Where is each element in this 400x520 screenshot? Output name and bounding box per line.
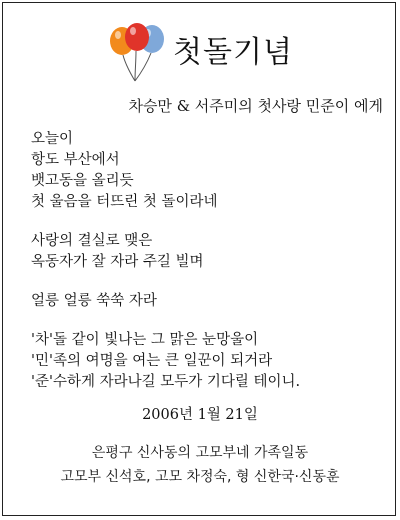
poem-stanza-2 <box>31 231 387 273</box>
poem-stanza-4 <box>31 330 387 393</box>
signature-block <box>3 441 397 489</box>
balloons-icon <box>107 21 169 85</box>
poem-stanza-1 <box>31 129 387 213</box>
poem-line: 얼릉 얼릉 쑥쑥 자라 <box>31 293 157 309</box>
poem-line: 첫 울음을 터뜨린 첫 돌이라네 <box>31 194 218 210</box>
card-header <box>3 17 397 81</box>
poem-stanza-3 <box>31 291 387 312</box>
poem-line: 사랑의 결실로 맺은 <box>31 233 153 249</box>
signature-line-1: 은평구 신사동의 고모부네 가족일동 <box>91 445 309 461</box>
poem-line: '민'족의 여명을 여는 큰 일꾼이 되거라 <box>31 353 273 369</box>
poem-line: 뱃고동을 올리듯 <box>31 173 134 189</box>
poem-line: '준'수하게 자라나길 모두가 기다릴 테이니. <box>31 374 301 390</box>
poem-line: '차'돌 같이 빛나는 그 맑은 눈망울이 <box>31 332 259 348</box>
greeting-card <box>2 2 396 516</box>
card-title: 첫돌기념 <box>173 35 293 70</box>
poem-line: 항도 부산에서 <box>31 152 120 168</box>
signature-line-2: 고모부 신석호, 고모 차정숙, 형 신한국·신동훈 <box>60 469 340 485</box>
poem-line: 옥동자가 잘 자라 주길 빌며 <box>31 254 204 270</box>
dedication-line: 차승만 & 서주미의 첫사랑 민준이 에게 <box>128 97 383 115</box>
poem-line: 오늘이 <box>31 131 74 147</box>
card-date: 2006년 1월 21일 <box>142 407 258 423</box>
poem-body <box>31 129 387 411</box>
